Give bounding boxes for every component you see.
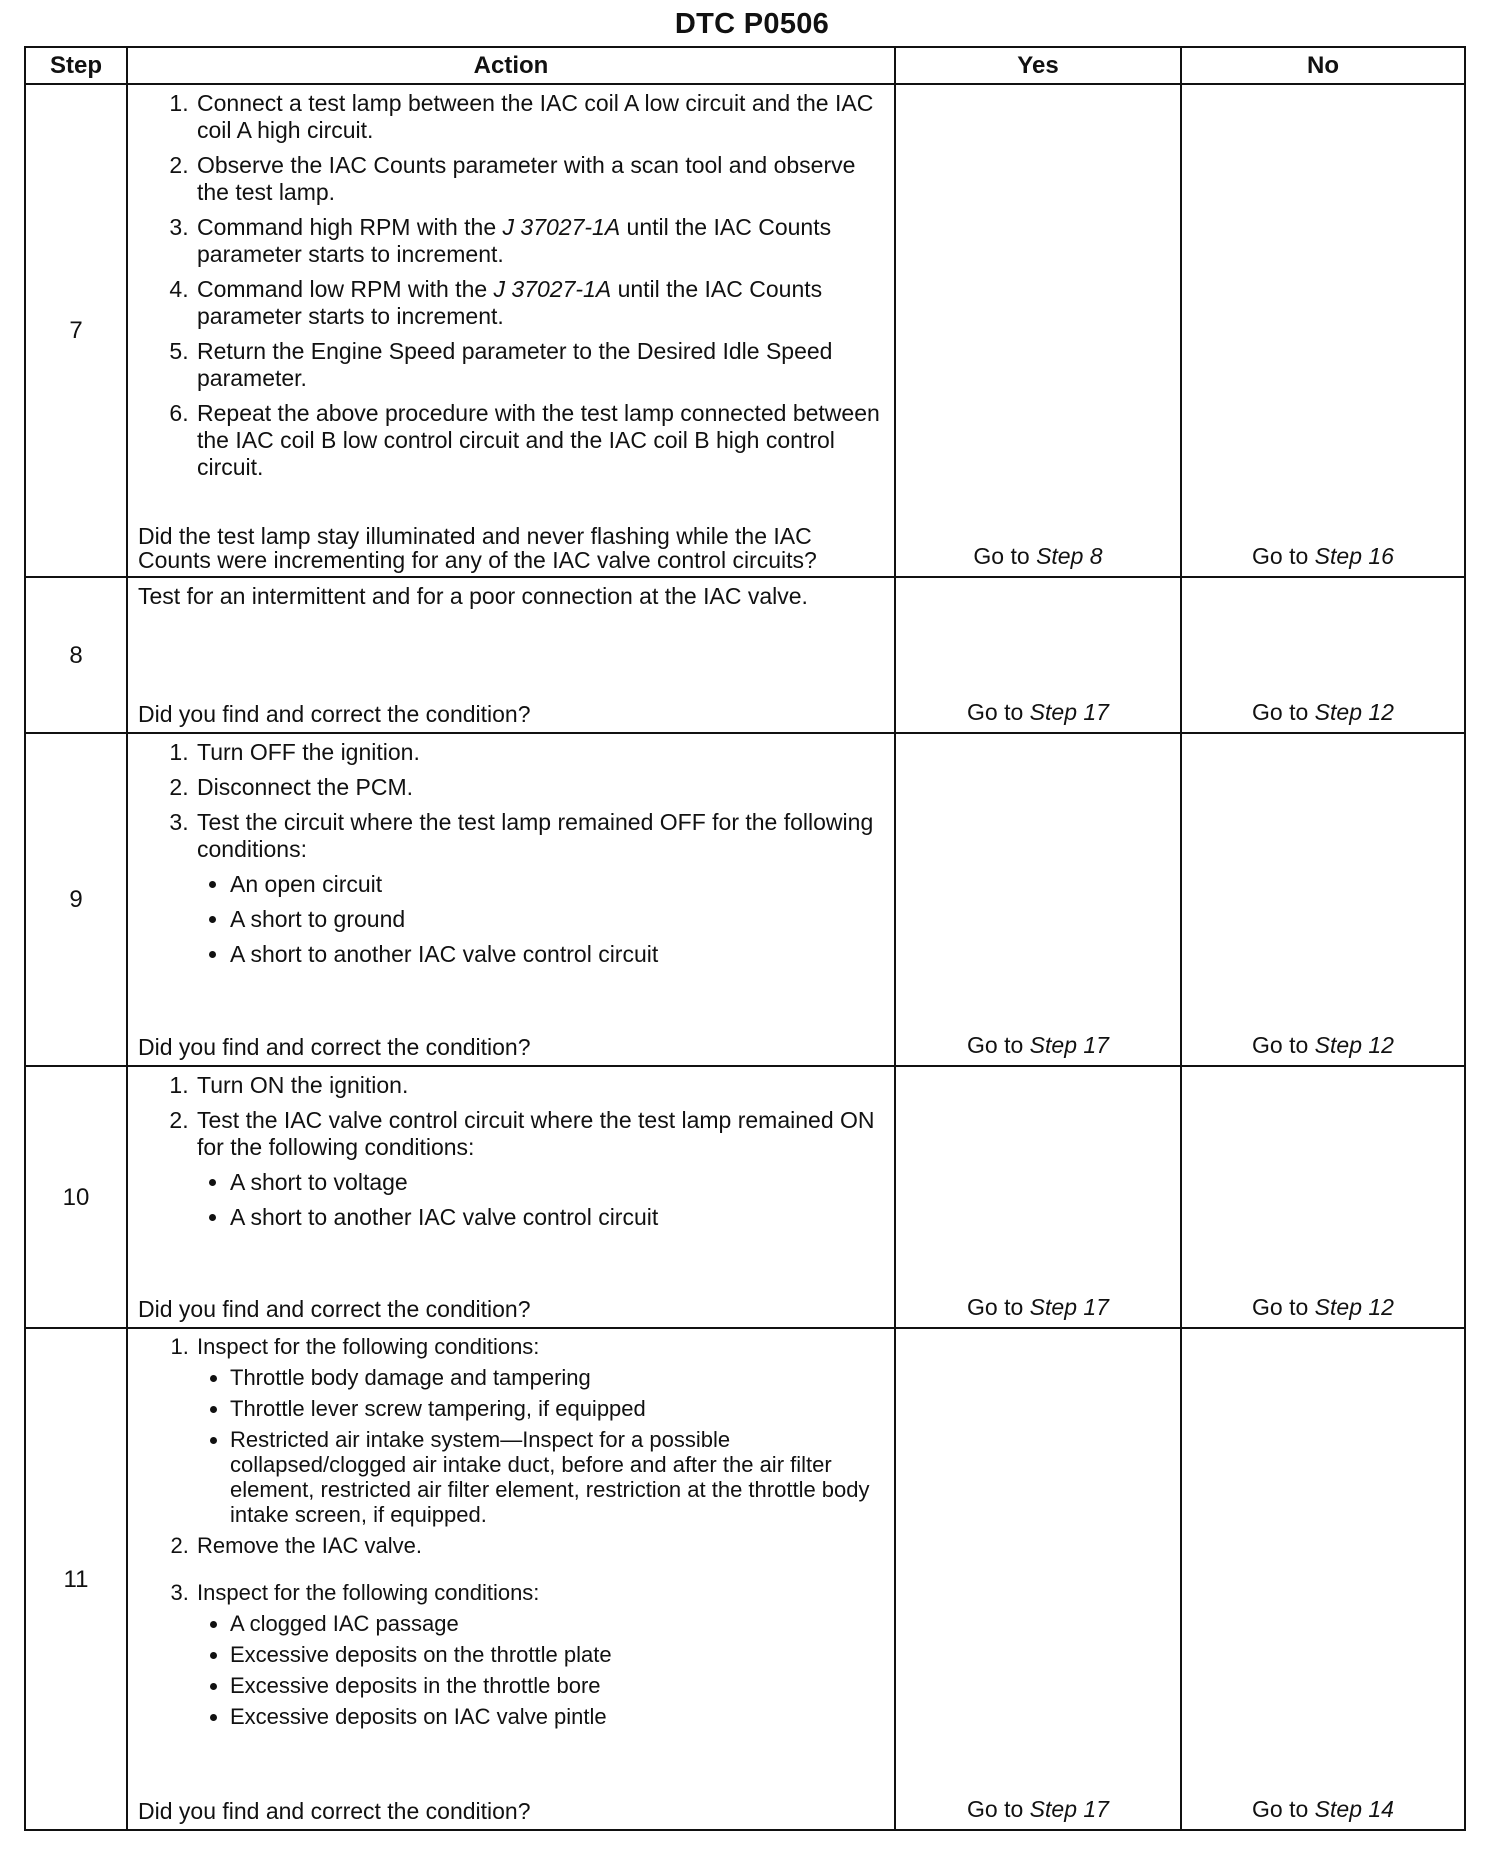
condition-list	[197, 1365, 884, 1527]
action-step: 4. Command low RPM with the J 37027-1A until the IAC Counts parameter starts to increment.	[195, 276, 884, 330]
step-link[interactable]: Step 17	[1029, 1294, 1109, 1320]
condition-item: • A short to voltage	[230, 1169, 884, 1196]
action-step: 3. Inspect for the following conditions: • A clogged IAC passage • Excessive deposits on the throttle plate • Excessive deposits in the throttle bore • Excessive deposits on IAC valve pintle	[195, 1580, 884, 1729]
action-steps	[138, 1072, 884, 1239]
question: Did you find and correct the condition?	[138, 1034, 531, 1060]
question: Did the test lamp stay illuminated and never flashing while the IAC Counts were incrementing for any of the IAC valve control circuits?	[138, 523, 817, 573]
action-step: 2. Disconnect the PCM.	[195, 774, 884, 801]
action-step: 2. Test the IAC valve control circuit where the test lamp remained ON for the following conditions: • A short to voltage • A short to another IAC valve control circuit	[195, 1107, 884, 1231]
header-step: Step	[25, 47, 127, 84]
step-number: 9	[25, 733, 127, 1066]
condition-item: • Throttle body damage and tampering	[230, 1365, 884, 1390]
step-number: 11	[25, 1328, 127, 1830]
action-step: 2. Remove the IAC valve.	[195, 1533, 884, 1558]
condition-list	[197, 1169, 884, 1231]
condition-item: • Throttle lever screw tampering, if equipped	[230, 1396, 884, 1421]
table-row-step-9	[25, 733, 1465, 1066]
yes-result: Go to Step 17	[895, 1066, 1181, 1328]
step-link[interactable]: Step 12	[1314, 699, 1394, 725]
question: Did you find and correct the condition?	[138, 1798, 531, 1824]
yes-result: Go to Step 17	[895, 577, 1181, 733]
action-steps	[138, 90, 884, 489]
condition-item: • Excessive deposits in the throttle bore	[230, 1673, 884, 1698]
yes-result: Go to Step 17	[895, 733, 1181, 1066]
action-step: 1. Inspect for the following conditions: • Throttle body damage and tampering • Throttle lever screw tampering, if equipped • Restricted air intake system—Inspect for a possible collapsed/clogged air intake duct, before and after the air filter element, restricted air filter element, restriction at the throttle body intake screen, if equipped.	[195, 1334, 884, 1527]
action-steps	[138, 739, 884, 976]
step-link[interactable]: Step 8	[1036, 543, 1103, 569]
step-link[interactable]: Step 17	[1029, 1796, 1109, 1822]
header-no: No	[1181, 47, 1465, 84]
page-title: DTC P0506	[674, 8, 830, 40]
action-step: 1. Turn OFF the ignition.	[195, 739, 884, 766]
step-number: 10	[25, 1066, 127, 1328]
tool-reference: J 37027-1A	[502, 214, 621, 240]
action-steps	[138, 1334, 884, 1729]
question: Did you find and correct the condition?	[138, 701, 531, 727]
tool-reference: J 37027-1A	[493, 276, 612, 302]
yes-result: Go to Step 8	[895, 84, 1181, 577]
condition-item: • An open circuit	[230, 871, 884, 898]
condition-list	[197, 1611, 884, 1729]
yes-result: Go to Step 17	[895, 1328, 1181, 1830]
step-link[interactable]: Step 17	[1029, 699, 1109, 725]
action-step: 2. Observe the IAC Counts parameter with a scan tool and observe the test lamp.	[195, 152, 884, 206]
condition-item: • Excessive deposits on IAC valve pintle	[230, 1704, 884, 1729]
condition-item: • A short to another IAC valve control circuit	[230, 941, 884, 968]
action-step: 1. Connect a test lamp between the IAC coil A low circuit and the IAC coil A high circuit.	[195, 90, 884, 144]
action-cell	[127, 1328, 895, 1830]
no-result: Go to Step 12	[1181, 577, 1465, 733]
header-action: Action	[127, 47, 895, 84]
action-cell	[127, 84, 895, 577]
condition-item: • A clogged IAC passage	[230, 1611, 884, 1636]
action-cell	[127, 733, 895, 1066]
action-step: 1. Turn ON the ignition.	[195, 1072, 884, 1099]
action-text: Test for an intermittent and for a poor connection at the IAC valve.	[138, 583, 808, 609]
condition-item: • A short to another IAC valve control circuit	[230, 1204, 884, 1231]
question: Did you find and correct the condition?	[138, 1296, 531, 1322]
action-cell	[127, 1066, 895, 1328]
table-row-step-10	[25, 1066, 1465, 1328]
action-cell	[127, 577, 895, 733]
action-step: 3. Command high RPM with the J 37027-1A until the IAC Counts parameter starts to increment.	[195, 214, 884, 268]
diagnostic-table	[24, 46, 1466, 1831]
table-row-step-11	[25, 1328, 1465, 1830]
no-result: Go to Step 12	[1181, 733, 1465, 1066]
header-yes: Yes	[895, 47, 1181, 84]
condition-list	[197, 871, 884, 968]
condition-item: • A short to ground	[230, 906, 884, 933]
step-number: 8	[25, 577, 127, 733]
table-row-step-8	[25, 577, 1465, 733]
step-link[interactable]: Step 12	[1314, 1032, 1394, 1058]
condition-item: • Restricted air intake system—Inspect for a possible collapsed/clogged air intake duct, before and after the air filter element, restricted air filter element, restriction at the throttle body intake screen, if equipped.	[230, 1427, 884, 1527]
action-step: 3. Test the circuit where the test lamp remained OFF for the following conditions: • An open circuit • A short to ground • A short to another IAC valve control circuit	[195, 809, 884, 968]
step-link[interactable]: Step 17	[1029, 1032, 1109, 1058]
table-row-step-7	[25, 84, 1465, 577]
action-step: 5. Return the Engine Speed parameter to the Desired Idle Speed parameter.	[195, 338, 884, 392]
step-link[interactable]: Step 14	[1314, 1796, 1394, 1822]
no-result: Go to Step 16	[1181, 84, 1465, 577]
step-link[interactable]: Step 16	[1314, 543, 1394, 569]
step-link[interactable]: Step 12	[1314, 1294, 1394, 1320]
no-result: Go to Step 12	[1181, 1066, 1465, 1328]
step-number: 7	[25, 84, 127, 577]
condition-item: • Excessive deposits on the throttle plate	[230, 1642, 884, 1667]
no-result: Go to Step 14	[1181, 1328, 1465, 1830]
header-row	[25, 47, 1465, 84]
action-step: 6. Repeat the above procedure with the test lamp connected between the IAC coil B low control circuit and the IAC coil B high control circuit.	[195, 400, 884, 481]
